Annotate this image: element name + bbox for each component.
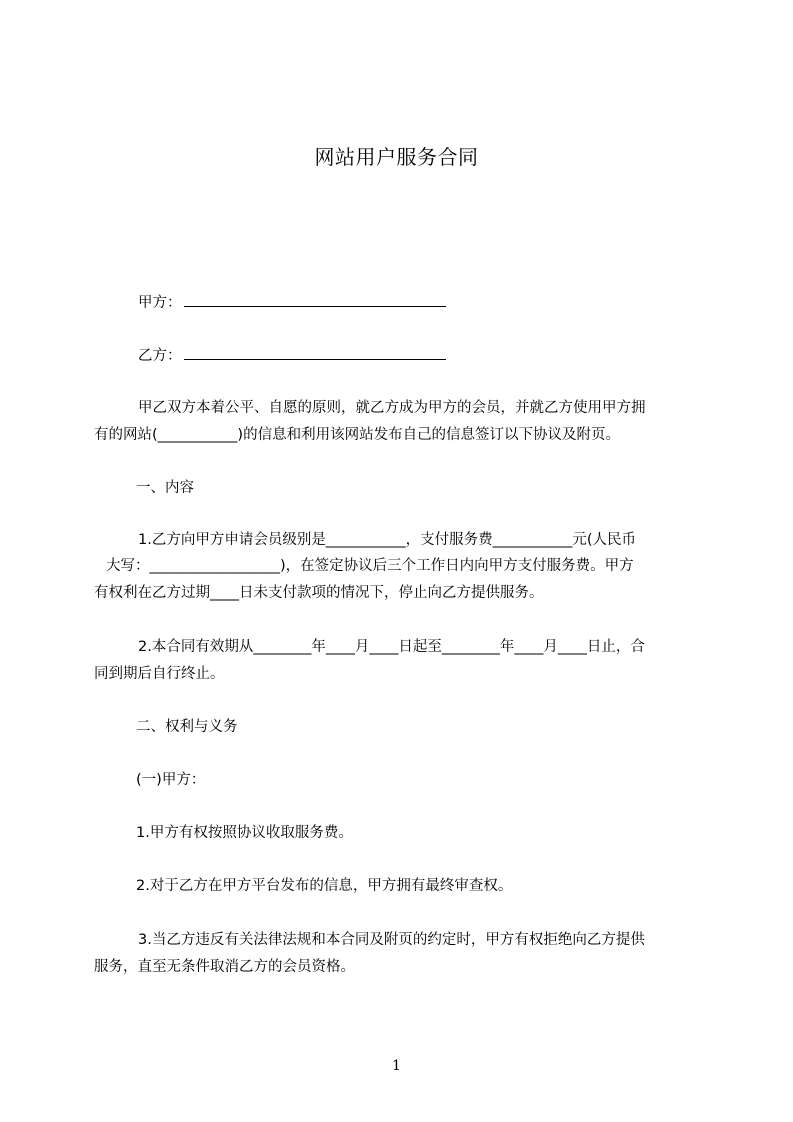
document-title: 网站用户服务合同 <box>314 145 479 169</box>
item-1-1-line-2: 大写：__________________)，在签定协议后三个工作日内向甲方支付服务费。甲方 <box>106 558 634 574</box>
party-a-label: 甲方： <box>138 295 182 311</box>
party-a-subheading: (一)甲方： <box>136 772 206 788</box>
party-b-blank <box>184 345 446 360</box>
item-1-1-line-3: 有权利在乙方过期____日未支付款项的情况下，停止向乙方提供服务。 <box>94 585 544 601</box>
item-2-2: 2.对于乙方在甲方平台发布的信息，甲方拥有最终审查权。 <box>136 878 513 894</box>
party-b-line <box>138 345 446 366</box>
item-2-1: 1.甲方有权按照协议收取服务费。 <box>136 825 353 841</box>
party-b-label: 乙方： <box>138 348 182 364</box>
section-2-heading: 二、权利与义务 <box>136 719 238 735</box>
page-number: 1 <box>392 1058 401 1074</box>
item-2-3-line-1: 3.当乙方违反有关法律法规和本合同及附页的约定时，甲方有权拒绝向乙方提供 <box>138 932 645 948</box>
party-a-line <box>138 292 446 313</box>
preamble-line-1: 甲乙双方本着公平、自愿的原则，就乙方成为甲方的会员，并就乙方使用甲方拥 <box>138 400 646 416</box>
item-1-2-line-2: 同到期后自行终止。 <box>94 666 225 682</box>
preamble-line-2: 有的网站(___________)的信息和利用该网站发布自己的信息签订以下协议及附页。 <box>94 427 621 443</box>
item-2-3-line-2: 服务，直至无条件取消乙方的会员资格。 <box>94 959 355 975</box>
section-1-heading: 一、内容 <box>136 480 194 496</box>
party-a-blank <box>184 292 446 307</box>
item-1-1-line-1: 1.乙方向甲方申请会员级别是___________，支付服务费___________元(人民币 <box>138 532 636 548</box>
item-1-2-line-1: 2.本合同有效期从________年____月____日起至________年____月____日止，合 <box>138 639 645 655</box>
